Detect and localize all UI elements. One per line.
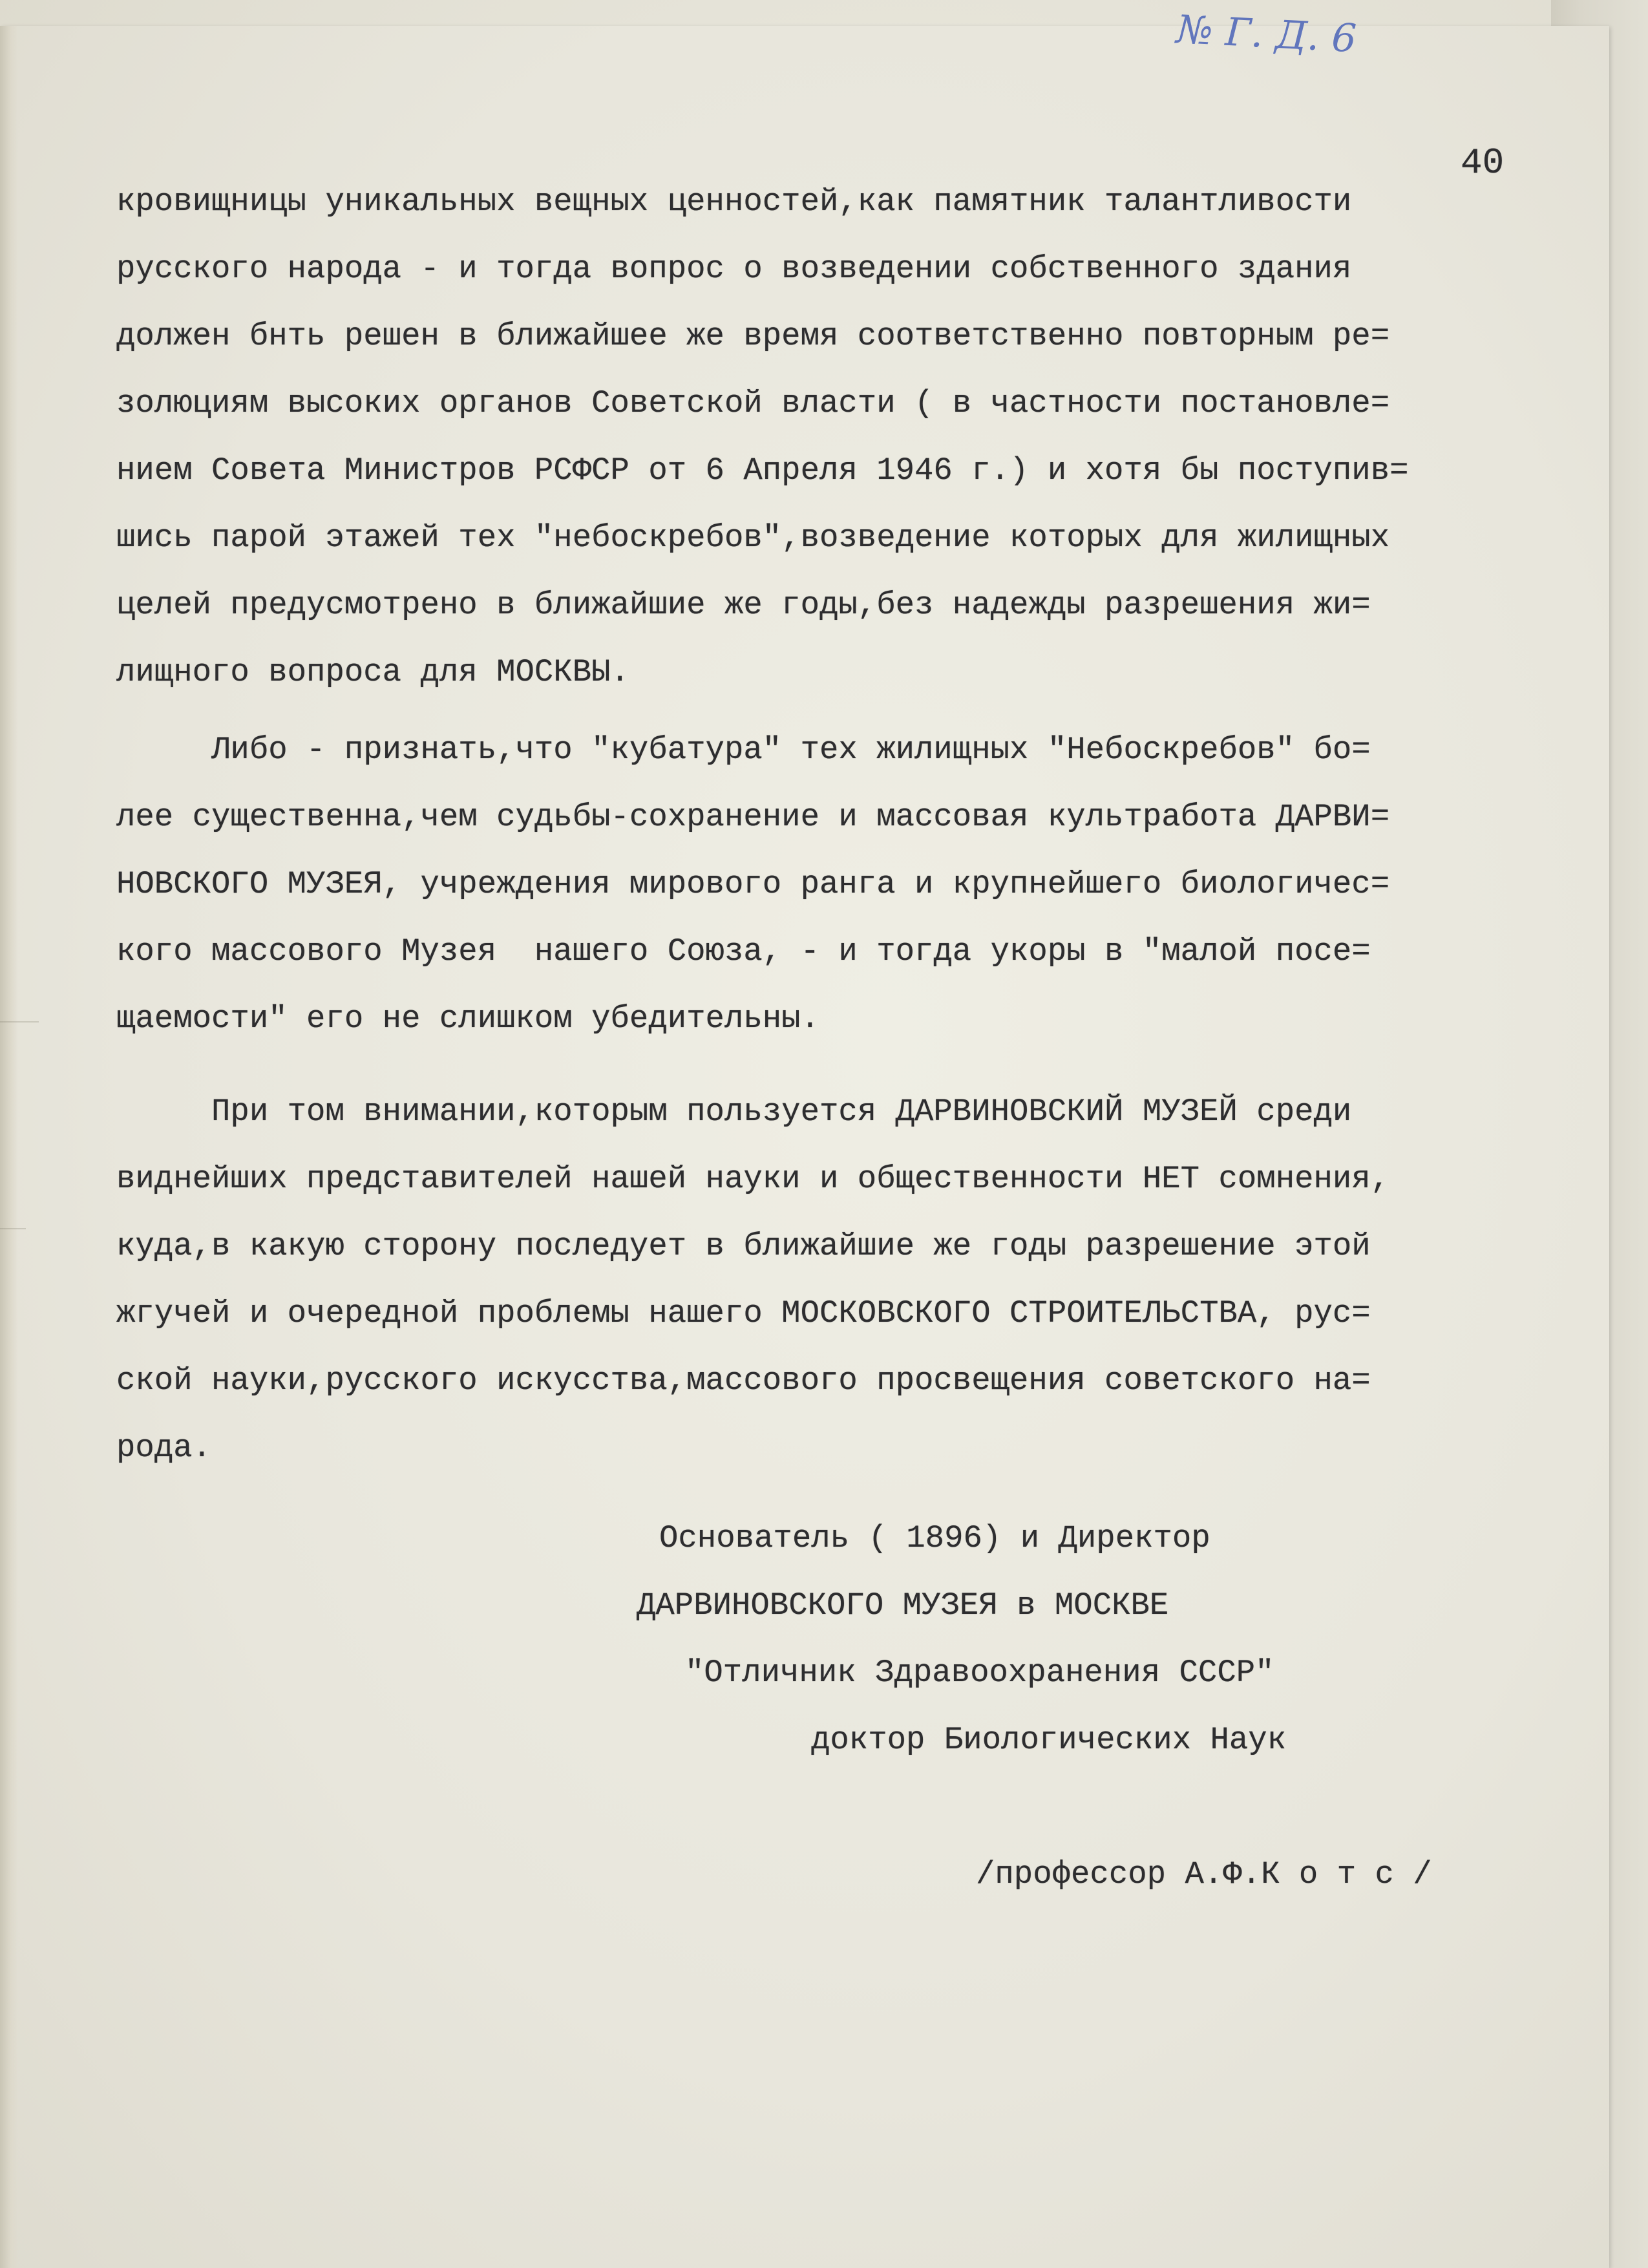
text-line: русского народа - и тогда вопрос о возведении собственного здания: [116, 251, 1352, 287]
text-line: Либо - признать,что "кубатура" тех жилищных "Небоскребов" бо=: [116, 732, 1371, 768]
signature-line: Основатель ( 1896) и Директор: [659, 1520, 1210, 1556]
text-line: лее существенна,чем судьбы-сохранение и массовая культработа ДАРВИ=: [116, 799, 1390, 835]
text-line: шись парой этажей тех "небоскребов",возведение которых для жилищных: [116, 520, 1390, 556]
text-line: рода.: [116, 1430, 212, 1466]
text-line: лищного вопроса для МОСКВЫ.: [116, 654, 629, 690]
text-line: жгучей и очередной проблемы нашего МОСКОВСКОГО СТРОИТЕЛЬСТВА, рус=: [116, 1295, 1371, 1331]
text-line: ской науки,русского искусства,массового просвещения советского на=: [116, 1362, 1371, 1399]
page-number: 40: [1461, 142, 1505, 184]
signature-line: доктор Биологических Наук: [811, 1722, 1287, 1758]
text-line: щаемости" его не слишком убедительны.: [116, 1001, 819, 1037]
text-line: куда,в какую сторону последует в ближайшие же годы разрешение этой: [116, 1228, 1371, 1264]
text-line: должен бнть решен в ближайшее же время соответственно повторным ре=: [116, 318, 1390, 354]
text-line: нием Совета Министров РСФСР от 6 Апреля 1946 г.) и хотя бы поступив=: [116, 452, 1409, 489]
text-line: кого массового Музея нашего Союза, - и тогда укоры в "малой посе=: [116, 933, 1371, 970]
archive-handwritten-mark: № Г. Д. 6: [1175, 6, 1358, 62]
paper-crease: [0, 1228, 26, 1229]
text-line: При том внимании,которым пользуется ДАРВИНОВСКИЙ МУЗЕЙ среди: [116, 1094, 1352, 1130]
signature-line: "Отличник Здравоохранения СССР": [685, 1655, 1274, 1691]
text-line: золюциям высоких органов Советской власти ( в частности постановле=: [116, 385, 1390, 421]
binding-edge: [0, 26, 18, 2268]
text-line: кровищницы уникальных вещных ценностей,как памятник талантливости: [116, 184, 1352, 220]
signatory-name: /профессор А.Ф.К о т с /: [976, 1856, 1432, 1892]
signature-line: ДАРВИНОВСКОГО МУЗЕЯ в МОСКВЕ: [637, 1587, 1169, 1624]
text-line: НОВСКОГО МУЗЕЯ, учреждения мирового ранга и крупнейшего биологичес=: [116, 866, 1390, 902]
document-page: [0, 26, 1609, 2268]
text-line: виднейших представителей нашей науки и общественности НЕТ сомнения,: [116, 1161, 1390, 1197]
text-line: целей предусмотрено в ближайшие же годы,без надежды разрешения жи=: [116, 587, 1371, 623]
paper-crease: [0, 1021, 39, 1023]
